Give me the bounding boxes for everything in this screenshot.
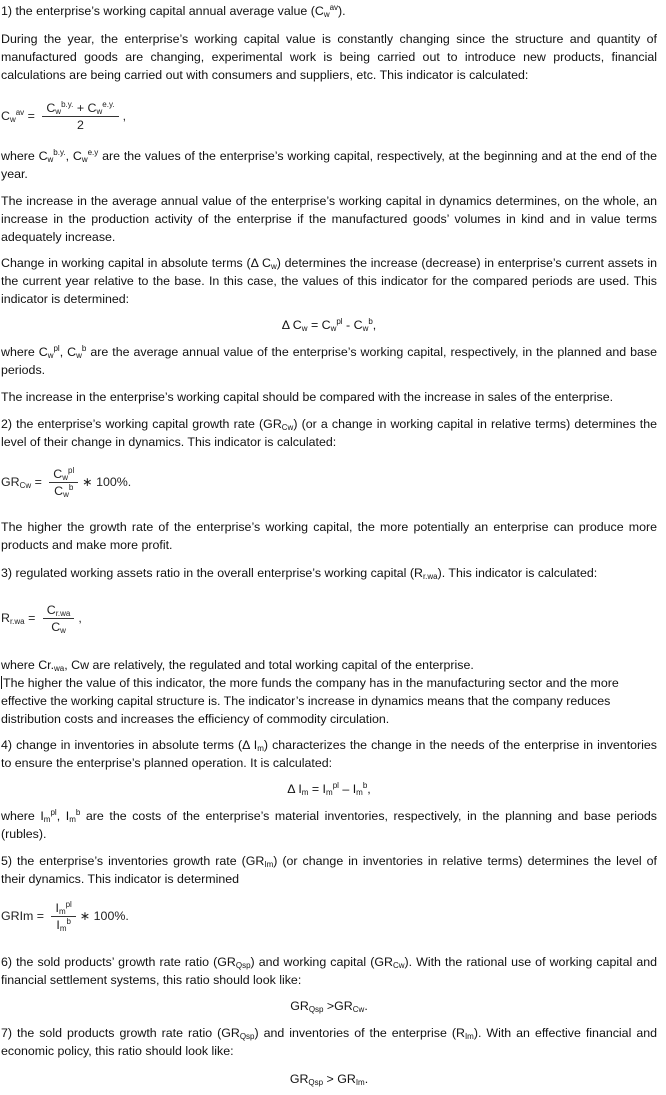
item-3-heading: 3) regulated working assets ratio in the overall enterprise’s working capital $(R_{r.wa})$. This indicator is calculated: [1, 566, 598, 581]
formula-growth-rate-im: GRIm = $\frac{I_m^{pl}}{I_m^b}$ ∗ 100%. [1, 900, 129, 933]
formula-ratio-im: $GR_{Qsp} > GR_{Im}$. [289, 1072, 369, 1087]
item-6-heading: 6) the sold products’ growth rate ratio $(GR_{Qsp})$ and working capital $(GR_{Cw})$. With the rational use of working capital and financial settlement systems, this ratio should look like: [1, 955, 657, 987]
formula-ratio-cw: $GR_{Qsp} >GR_{Cw}$. [290, 999, 368, 1014]
item-4-heading: 4) change in inventories in absolute terms (Δ $I_m$) characterizes the change in the needs of the enterprise in inventories to ensure the enterprise’s planned operation. It is calculated: [1, 738, 657, 770]
paragraph-where-rwa: where $Cr._{wa}$, Cw are relatively, the regulated and total working capital of the enterprise. [1, 658, 474, 673]
paragraph-where-by-ey: where $C_w^{b.y.}$, $C_w^{e.y}$ are the values of the enterprise’s working capital, respectively, at the beginning and at the end of the year. [1, 148, 657, 181]
paragraph-higher-growth: The higher the growth rate of the enterprise’s working capital, the more potentially an enterprise can produce more products and make more profit. [1, 520, 657, 552]
paragraph-compare-sales: The increase in the enterprise’s working capital should be compared with the increase in sales of the enterprise. [1, 390, 614, 404]
item-1-heading: 1) the enterprise’s working capital annual average value $(C_w^{av})$. [1, 3, 346, 19]
item-7-heading: 7) the sold products growth rate ratio $(GR_{Qsp})$ and inventories of the enterprise $(R_{Im})$. With an effective financial and economic policy, this ratio should look like: [1, 1026, 657, 1058]
formula-average-capital: $C_w^{av}$ = $\frac{C_w^{b.y.} + C_w^{e.y.}}{2}$ , [1, 100, 127, 132]
paragraph-where-pl-b: where $C_w^{pl}$, $C_w^b$ are the average annual value of the enterprise’s working capital, respectively, in the planned and base periods. [1, 344, 657, 377]
formula-growth-rate-cw: $GR_{Cw}$ = $\frac{C_w^{pl}}{C_w^b}$ ∗ 100%. [1, 466, 132, 499]
paragraph-working-capital-change: During the year, the enterprise’s working capital value is constantly changing since the structure and quantity of manufactured goods are changing, experimental work is being carried out to introduce new products, financial calculations are being carried out with consumers and suppliers, etc. This indicator is calculated: [1, 32, 657, 82]
paragraph-higher-value: The higher the value of this indicator, the more funds the company has in the manufacturing sector and the more effective the working capital structure is. The indicator’s increase in dynamics means that the company reduces distribution costs and increases the efficiency of commodity circulation. [1, 676, 619, 726]
formula-regulated-ratio: $R_{r.wa}$ = $\frac{C_{r.wa}}{C_w}$ , [1, 603, 82, 635]
formula-delta-im: Δ $I_m = I_m^{pl} - I_m^b$, [287, 781, 371, 797]
item-5-heading: 5) the enterprise’s inventories growth rate $(GR_{Im})$ (or change in inventories in relative terms) determines the level of their dynamics. This indicator is determined [1, 854, 657, 886]
paragraph-where-im: where $I_m^{pl}$, $I_m^b$ are the costs of the enterprise’s material inventories, respectively, in the planning and base periods (rubles). [1, 808, 657, 841]
formula-delta-cw: Δ $C_w = C_w^{pl} - C_w^b$, [281, 317, 377, 333]
text-cursor [1, 676, 2, 689]
paragraph-change-absolute: Change in working capital in absolute terms (Δ $C_w$) determines the increase (decrease) in enterprise’s current assets in the current year relative to the base. In this case, the values of this indicator for the compared periods are used. This indicator is determined: [1, 256, 657, 306]
item-2-heading: 2) the enterprise’s working capital growth rate $(GR_{Cw})$ (or a change in working capital in relative terms) determines the level of their change in dynamics. This indicator is calculated: [1, 417, 657, 449]
paragraph-average-increase: The increase in the average annual value of the enterprise’s working capital in dynamics determines, on the whole, an increase in the production activity of the enterprise if the manufactured goods’ volumes in kind and in value terms adequately increase. [1, 194, 657, 244]
